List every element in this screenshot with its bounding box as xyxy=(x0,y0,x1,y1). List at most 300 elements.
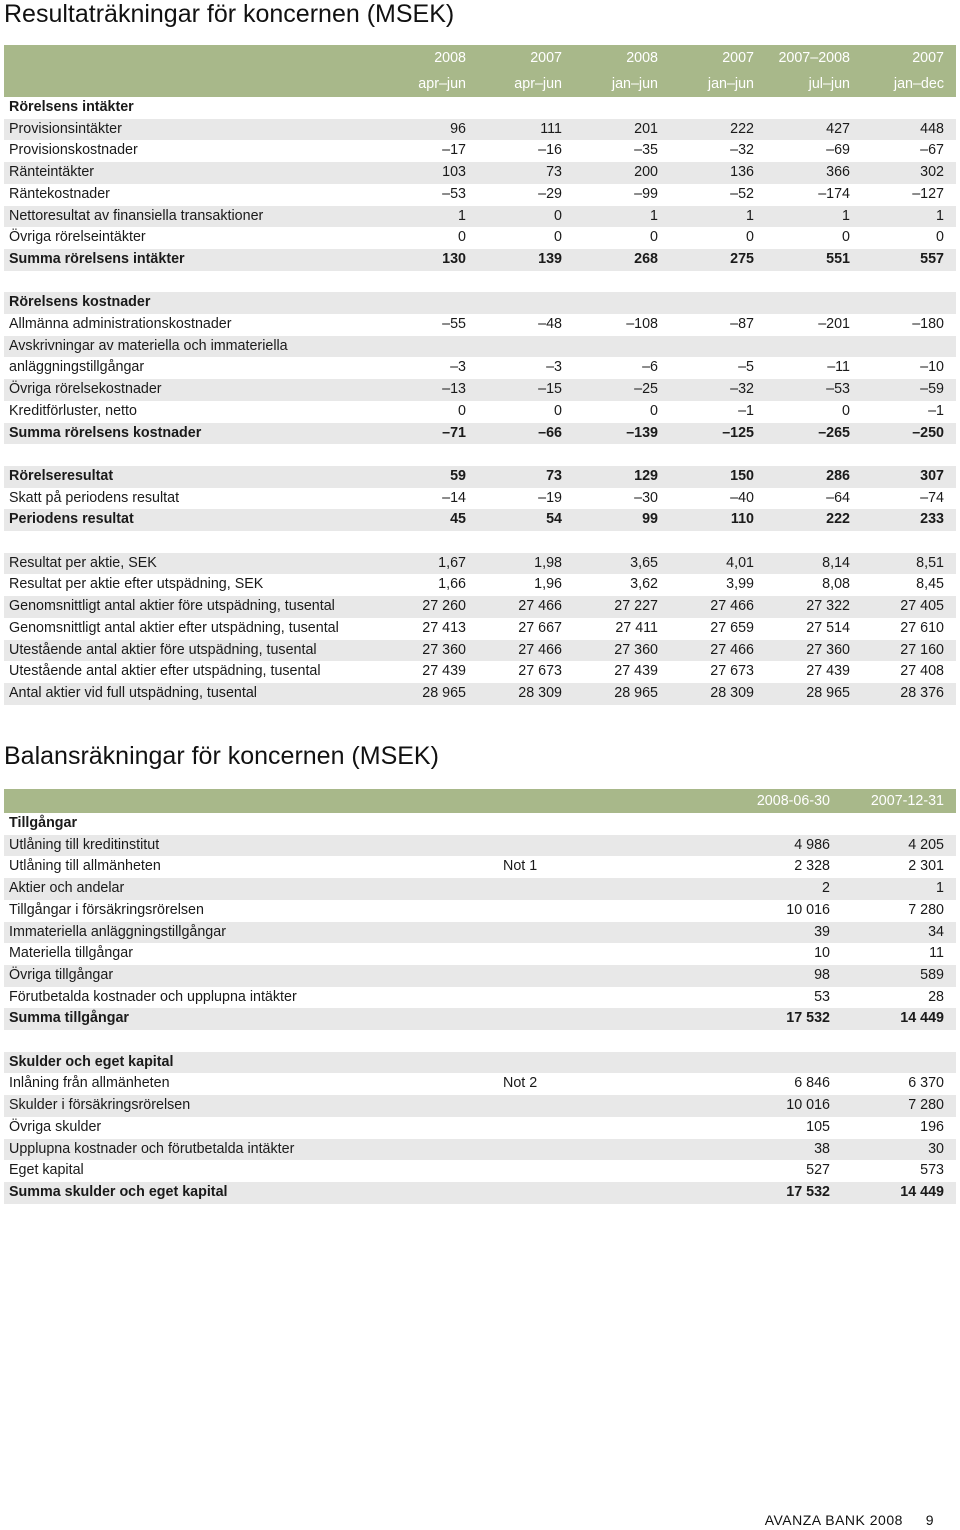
row-value xyxy=(478,97,574,119)
row-value xyxy=(766,292,862,314)
balance-sheet-title: Balansräkningar för koncernen (MSEK) xyxy=(4,742,439,770)
row-value: –16 xyxy=(538,142,562,159)
row-value: 96 xyxy=(382,119,478,141)
row-value: 200 xyxy=(574,162,670,184)
spacer-cell xyxy=(4,531,956,553)
row-value: –17 xyxy=(442,142,466,159)
row-value: 105 xyxy=(806,1118,830,1135)
row-note xyxy=(498,1117,730,1139)
table-row xyxy=(4,922,956,944)
row-note xyxy=(498,1139,730,1161)
row-value: –25 xyxy=(574,379,670,401)
header-blank xyxy=(4,45,382,71)
row-value: –14 xyxy=(442,489,466,506)
row-note xyxy=(498,813,730,835)
row-value: 0 xyxy=(478,206,574,228)
table-row xyxy=(4,1052,956,1074)
spacer-row xyxy=(4,531,956,553)
table-row xyxy=(4,423,956,445)
row-value: –87 xyxy=(730,316,754,333)
row-value: 7 280 xyxy=(908,901,944,918)
table-row xyxy=(4,140,956,162)
column-year: 2008 xyxy=(574,45,670,71)
row-value xyxy=(862,292,956,314)
row-value: 129 xyxy=(574,466,670,488)
page-number: 9 xyxy=(925,1512,934,1528)
row-value: 286 xyxy=(766,466,862,488)
row-value: 27 360 xyxy=(574,640,670,662)
column-period: jul–jun xyxy=(766,71,862,97)
row-value xyxy=(670,97,766,119)
row-value: 30 xyxy=(842,1139,956,1161)
row-value: 0 xyxy=(554,229,562,246)
table-row xyxy=(4,357,956,379)
row-value: 551 xyxy=(766,249,862,271)
table-row xyxy=(4,1139,956,1161)
row-value: 4,01 xyxy=(670,553,766,575)
page-footer xyxy=(765,1512,934,1528)
row-value: –59 xyxy=(862,379,956,401)
row-label: Summa skulder och eget kapital xyxy=(4,1182,498,1204)
row-value: 27 673 xyxy=(518,663,562,680)
row-value xyxy=(766,97,862,119)
row-value xyxy=(574,336,670,358)
table-row xyxy=(4,466,956,488)
row-value: 27 413 xyxy=(422,619,466,636)
table-row xyxy=(4,1095,956,1117)
table-row xyxy=(4,1117,956,1139)
row-value: –180 xyxy=(912,316,944,333)
row-label: Förutbetalda kostnader och upplupna intäkter xyxy=(9,988,297,1005)
row-value: 0 xyxy=(842,229,850,246)
row-value: 2 xyxy=(730,878,842,900)
row-value: –71 xyxy=(382,423,478,445)
row-value: 99 xyxy=(574,509,670,531)
row-value: 73 xyxy=(478,466,574,488)
row-label: Eget kapital xyxy=(9,1162,84,1179)
row-value: 3,65 xyxy=(574,553,670,575)
table-row xyxy=(4,987,956,1009)
row-value: 27 322 xyxy=(766,596,862,618)
row-value: –35 xyxy=(634,142,658,159)
row-value: 10 016 xyxy=(786,901,830,918)
row-value: 73 xyxy=(478,162,574,184)
row-label: Resultat per aktie, SEK xyxy=(4,553,382,575)
row-value: 54 xyxy=(478,509,574,531)
row-value xyxy=(766,336,862,358)
row-value: 28 xyxy=(928,988,944,1005)
row-value: 0 xyxy=(650,402,658,419)
table-row xyxy=(4,314,956,336)
table-row xyxy=(4,943,956,965)
row-label: Skulder och eget kapital xyxy=(4,1052,498,1074)
row-value: –55 xyxy=(442,316,466,333)
spacer-cell xyxy=(4,271,956,293)
row-value: 8,45 xyxy=(916,576,944,593)
row-note xyxy=(498,1160,730,1182)
row-value xyxy=(670,292,766,314)
table-row xyxy=(4,878,956,900)
table-row xyxy=(4,227,956,249)
row-label: Materiella tillgångar xyxy=(9,945,133,962)
spacer-cell xyxy=(4,1030,956,1052)
row-value xyxy=(862,97,956,119)
row-note xyxy=(498,835,730,857)
row-value: –99 xyxy=(634,185,658,202)
table-row xyxy=(4,574,956,596)
row-value: 275 xyxy=(670,249,766,271)
column-year: 2007–2008 xyxy=(766,45,862,71)
row-value: –15 xyxy=(478,379,574,401)
table-row xyxy=(4,292,956,314)
column-period: jan–jun xyxy=(670,71,766,97)
row-label: Provisionsintäkter xyxy=(4,119,382,141)
row-value xyxy=(382,97,478,119)
row-value: 28 309 xyxy=(478,683,574,705)
row-label: Periodens resultat xyxy=(4,509,382,531)
row-value: 110 xyxy=(670,509,766,531)
table-row xyxy=(4,488,956,510)
row-value: 45 xyxy=(382,509,478,531)
row-value: 0 xyxy=(458,402,466,419)
row-label: Antal aktier vid full utspädning, tusental xyxy=(4,683,382,705)
row-value: –201 xyxy=(818,316,850,333)
row-value: 196 xyxy=(920,1118,944,1135)
table-row xyxy=(4,97,956,119)
row-label: Rörelseresultat xyxy=(4,466,382,488)
row-value: –67 xyxy=(920,142,944,159)
row-value xyxy=(382,336,478,358)
row-value: 27 360 xyxy=(766,640,862,662)
row-label: anläggningstillgångar xyxy=(9,359,145,376)
row-value: –108 xyxy=(626,316,658,333)
row-value: 0 xyxy=(746,229,754,246)
header-blank xyxy=(498,789,730,813)
row-value: 27 667 xyxy=(518,619,562,636)
spacer-row xyxy=(4,444,956,466)
row-value: –250 xyxy=(862,423,956,445)
row-value: 130 xyxy=(382,249,478,271)
column-period: apr–jun xyxy=(382,71,478,97)
balance-header-row xyxy=(4,789,956,813)
row-value: 28 376 xyxy=(862,683,956,705)
income-statement-body xyxy=(4,97,956,705)
row-label: Upplupna kostnader och förutbetalda intäkter xyxy=(4,1139,498,1161)
column-year: 2008 xyxy=(382,45,478,71)
row-label: Inlåning från allmänheten xyxy=(9,1075,170,1092)
row-value: 8,08 xyxy=(822,576,850,593)
row-value: 8,51 xyxy=(862,553,956,575)
row-label: Tillgångar xyxy=(9,815,78,831)
row-value: –64 xyxy=(826,489,850,506)
row-value: 0 xyxy=(650,229,658,246)
row-value: –125 xyxy=(670,423,766,445)
row-value: 28 309 xyxy=(670,683,766,705)
income-year-header-row xyxy=(4,45,956,71)
row-value: 448 xyxy=(862,119,956,141)
row-label: Räntekostnader xyxy=(9,185,110,202)
header-blank xyxy=(4,71,382,97)
row-value: –53 xyxy=(766,379,862,401)
row-value: 589 xyxy=(842,965,956,987)
row-value: 1,67 xyxy=(382,553,478,575)
income-period-header-row xyxy=(4,71,956,97)
row-value: 0 xyxy=(554,402,562,419)
row-value: 139 xyxy=(478,249,574,271)
row-label: Summa rörelsens kostnader xyxy=(4,423,382,445)
row-value: 1,98 xyxy=(478,553,574,575)
table-row xyxy=(4,640,956,662)
row-value: 39 xyxy=(730,922,842,944)
row-value: 0 xyxy=(458,229,466,246)
column-year: 2007 xyxy=(862,45,956,71)
row-value: 27 466 xyxy=(478,596,574,618)
row-value: 366 xyxy=(766,162,862,184)
row-value: 28 965 xyxy=(574,683,670,705)
row-label: Övriga rörelsekostnader xyxy=(4,379,382,401)
column-period: jan–jun xyxy=(574,71,670,97)
row-value: 222 xyxy=(766,509,862,531)
row-value: –174 xyxy=(818,185,850,202)
row-value: 136 xyxy=(670,162,766,184)
row-value: 27 411 xyxy=(615,619,658,636)
row-value: 34 xyxy=(842,922,956,944)
row-label: Kreditförluster, netto xyxy=(9,402,137,419)
row-value: 0 xyxy=(842,402,850,419)
row-value: –127 xyxy=(912,185,944,202)
row-value: 27 439 xyxy=(614,663,658,680)
row-value: 557 xyxy=(862,249,956,271)
row-note xyxy=(498,922,730,944)
row-value: 27 260 xyxy=(382,596,478,618)
row-value: 6 846 xyxy=(794,1075,830,1092)
table-row xyxy=(4,1160,956,1182)
table-row xyxy=(4,184,956,206)
row-value: 27 405 xyxy=(862,596,956,618)
row-value: 27 408 xyxy=(900,663,944,680)
row-value: –74 xyxy=(920,489,944,506)
row-value xyxy=(730,813,842,835)
column-period: jan–dec xyxy=(862,71,956,97)
row-note xyxy=(498,1095,730,1117)
row-value: –29 xyxy=(538,185,562,202)
row-value: 1 xyxy=(842,878,956,900)
row-value: –6 xyxy=(642,359,658,376)
row-value: –1 xyxy=(928,402,944,419)
row-value xyxy=(478,292,574,314)
row-value: 27 466 xyxy=(478,640,574,662)
row-value: 268 xyxy=(574,249,670,271)
row-value: 3,99 xyxy=(726,576,754,593)
row-label: Tillgångar i försäkringsrörelsen xyxy=(9,901,204,918)
table-row xyxy=(4,661,956,683)
spacer-cell xyxy=(4,444,956,466)
table-row xyxy=(4,618,956,640)
row-value: 1 xyxy=(862,206,956,228)
row-value: 1,96 xyxy=(534,576,562,593)
table-row xyxy=(4,553,956,575)
row-value: 17 532 xyxy=(730,1182,842,1204)
row-value: 307 xyxy=(862,466,956,488)
row-value: –5 xyxy=(738,359,754,376)
row-value: 53 xyxy=(814,988,830,1005)
row-label: Summa tillgångar xyxy=(4,1008,498,1030)
row-value: –40 xyxy=(730,489,754,506)
row-value: –52 xyxy=(730,185,754,202)
row-value: 2 328 xyxy=(794,858,830,875)
row-value: 103 xyxy=(382,162,478,184)
row-label: Övriga tillgångar xyxy=(4,965,498,987)
row-value: 27 466 xyxy=(670,640,766,662)
row-value: 1,66 xyxy=(438,576,466,593)
row-value: 27 439 xyxy=(806,663,850,680)
column-date: 2008-06-30 xyxy=(730,789,842,813)
table-row xyxy=(4,509,956,531)
row-note xyxy=(498,900,730,922)
row-value: 222 xyxy=(670,119,766,141)
row-label: Utlåning till kreditinstitut xyxy=(4,835,498,857)
row-value: 27 227 xyxy=(574,596,670,618)
row-value xyxy=(574,97,670,119)
row-label: Rörelsens kostnader xyxy=(4,292,382,314)
row-label: Ränteintäkter xyxy=(4,162,382,184)
row-value: 28 965 xyxy=(766,683,862,705)
row-value xyxy=(730,1052,842,1074)
row-label: Allmänna administrationskostnader xyxy=(9,316,232,333)
table-row xyxy=(4,336,956,358)
row-value: 14 449 xyxy=(842,1008,956,1030)
row-label: Summa rörelsens intäkter xyxy=(4,249,382,271)
row-value: –66 xyxy=(478,423,574,445)
income-statement-table xyxy=(4,45,956,705)
row-value: 27 466 xyxy=(670,596,766,618)
row-value: 10 016 xyxy=(730,1095,842,1117)
row-value xyxy=(862,336,956,358)
row-value: 2 301 xyxy=(908,858,944,875)
row-value: 0 xyxy=(936,229,944,246)
row-value: 427 xyxy=(766,119,862,141)
row-note xyxy=(498,987,730,1009)
row-label: Genomsnittligt antal aktier efter utspädning, tusental xyxy=(9,619,339,636)
row-value: –30 xyxy=(634,489,658,506)
table-row xyxy=(4,835,956,857)
row-value: 1 xyxy=(670,206,766,228)
row-value xyxy=(382,292,478,314)
table-row xyxy=(4,965,956,987)
row-label: Rörelsens intäkter xyxy=(9,99,134,115)
row-value: –32 xyxy=(670,379,766,401)
income-statement-title: Resultaträkningar för koncernen (MSEK) xyxy=(4,0,455,28)
row-value: 27 514 xyxy=(806,619,850,636)
row-value: 28 965 xyxy=(382,683,478,705)
row-value: 14 449 xyxy=(842,1182,956,1204)
publication-name: AVANZA BANK 2008 xyxy=(764,1512,903,1528)
row-value xyxy=(842,813,956,835)
row-value: –13 xyxy=(382,379,478,401)
column-year: 2007 xyxy=(670,45,766,71)
row-label: Provisionskostnader xyxy=(9,142,138,159)
row-value: –32 xyxy=(730,142,754,159)
row-value: 27 160 xyxy=(862,640,956,662)
row-value: 17 532 xyxy=(730,1008,842,1030)
column-date: 2007-12-31 xyxy=(842,789,956,813)
row-value: 150 xyxy=(670,466,766,488)
row-value: 27 360 xyxy=(382,640,478,662)
row-value xyxy=(842,1052,956,1074)
row-value: –3 xyxy=(546,359,562,376)
table-row xyxy=(4,813,956,835)
row-label: Övriga skulder xyxy=(9,1118,102,1135)
balance-sheet-body xyxy=(4,813,956,1204)
row-label: Utlåning till allmänheten xyxy=(9,858,161,875)
row-label: Övriga rörelseintäkter xyxy=(9,229,146,246)
row-value: –11 xyxy=(827,359,850,376)
row-value: 3,62 xyxy=(630,576,658,593)
row-value: 27 439 xyxy=(422,663,466,680)
row-value: –265 xyxy=(766,423,862,445)
row-value: 38 xyxy=(730,1139,842,1161)
row-value: 111 xyxy=(478,119,574,141)
table-row xyxy=(4,856,956,878)
row-value: 1 xyxy=(766,206,862,228)
row-value: –10 xyxy=(920,359,944,376)
table-row xyxy=(4,1073,956,1095)
row-label: Skatt på periodens resultat xyxy=(9,489,180,506)
table-row xyxy=(4,249,956,271)
row-value: –1 xyxy=(738,402,754,419)
row-value: 59 xyxy=(382,466,478,488)
row-label: Utestående antal aktier före utspädning, tusental xyxy=(4,640,382,662)
table-row xyxy=(4,119,956,141)
row-note xyxy=(498,1052,730,1074)
row-value: 27 610 xyxy=(900,619,944,636)
table-row xyxy=(4,401,956,423)
row-value: 27 659 xyxy=(710,619,754,636)
table-row xyxy=(4,1182,956,1204)
row-value: 8,14 xyxy=(766,553,862,575)
row-note xyxy=(498,1182,730,1204)
row-label: Utestående antal aktier efter utspädning, tusental xyxy=(9,663,321,680)
spacer-row xyxy=(4,271,956,293)
row-note xyxy=(498,943,730,965)
table-row xyxy=(4,683,956,705)
row-value xyxy=(574,292,670,314)
row-value: 11 xyxy=(929,945,944,962)
row-value: –139 xyxy=(574,423,670,445)
row-value: 573 xyxy=(920,1162,944,1179)
row-label: Aktier och andelar xyxy=(4,878,498,900)
row-value: 527 xyxy=(806,1162,830,1179)
row-value: 1 xyxy=(574,206,670,228)
table-row xyxy=(4,596,956,618)
row-value: 4 986 xyxy=(730,835,842,857)
row-label: Resultat per aktie efter utspädning, SEK xyxy=(9,576,264,593)
row-value: 27 673 xyxy=(710,663,754,680)
row-note: Not 1 xyxy=(503,858,538,875)
row-value: –48 xyxy=(538,316,562,333)
row-note xyxy=(498,878,730,900)
row-value: –3 xyxy=(450,359,466,376)
row-note: Not 2 xyxy=(503,1075,538,1092)
row-value: –69 xyxy=(826,142,850,159)
row-value: 6 370 xyxy=(908,1075,944,1092)
row-label: Avskrivningar av materiella och immateriella xyxy=(4,336,382,358)
row-value: 7 280 xyxy=(842,1095,956,1117)
row-note xyxy=(498,1008,730,1030)
row-value: 201 xyxy=(574,119,670,141)
row-value: 98 xyxy=(730,965,842,987)
row-value: –19 xyxy=(538,489,562,506)
